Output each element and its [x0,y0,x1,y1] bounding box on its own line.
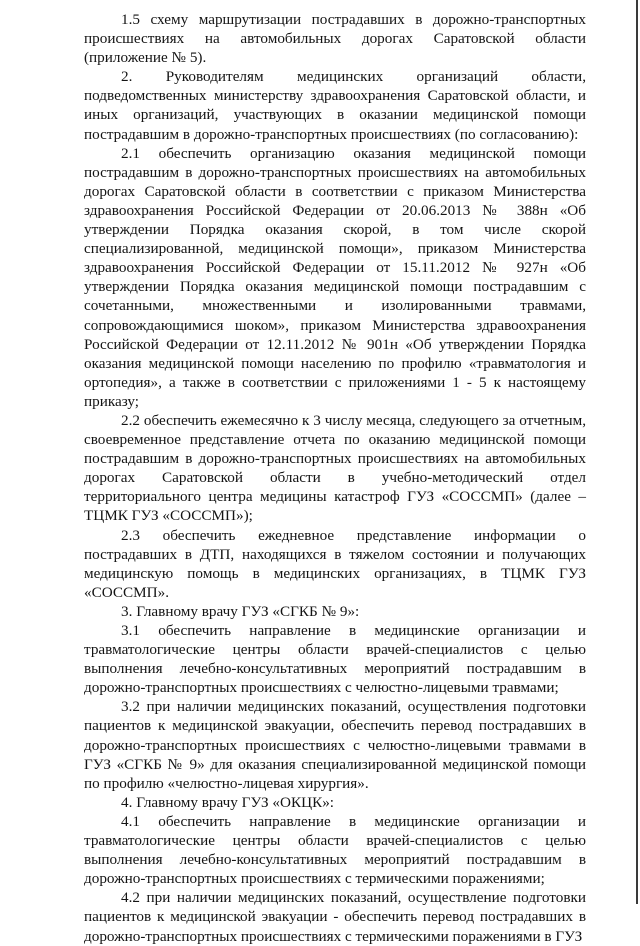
paragraph-4-2-transfer-patients: 4.2 при наличии медицинских показаний, осуществление подготовки пациентов к медицинской эвакуации - обеспечить перевод пострадавших в дорожно-транспортных происшествиях с термическими поражениями в ГУЗ [84,889,586,945]
page-edge-line [636,0,638,904]
paragraph-3-chief-physician-sgkb9: 3. Главному врачу ГУЗ «СГКБ № 9»: [121,602,360,620]
paragraph-4-1-send-specialists: 4.1 обеспечить направление в медицинские организации и травматологические центры области врачей-специалистов с целью выполнения лечебно-консультативных мероприятий пострадавшим в дорожно-транспортных происшествиях с термическими поражениями; [84,812,586,888]
paragraph-2-heads-of-organizations: 2. Руководителям медицинских организаций области, подведомственных министерству здравоохранения Саратовской области, и иных организаций, участвующих в оказании медицинской помощи пострадавшим в дорожно-транспортных происшествиях (по согласованию): [84,68,586,143]
paragraph-1-5-routing-scheme: 1.5 схему маршрутизации пострадавших в дорожно-транспортных происшествиях на автомобильных дорогах Саратовской области (приложение № 5). [84,11,586,67]
paragraph-2-1-organize-care: 2.1 обеспечить организацию оказания медицинской помощи пострадавшим в дорожно-транспортных происшествиях на автомобильных дорогах Саратовской области в соответствии с приказом Министерства здравоохранения Российской Федерации от 20.06.2013 № 388н «Об утверждении Порядка оказания скорой, в том числе скорой специализированной, медицинской помощи», приказом Министерства здравоохранения Российской Федерации от 15.11.2012 № 927н «Об утверждении Порядка оказания медицинской помощи пострадавшим с сочетанными, множественными и изолированными травмами, сопровождающимися шоком», приказом Министерства здравоохранения Российской Федерации от 12.11.2012 № 901н «Об утверждении Порядка оказания медицинской помощи населению по профилю «травматология и ортопедия», а также в соответствии с приложениями 1 - 5 к настоящему приказу; [84,144,586,410]
paragraph-2-3-daily-information: 2.3 обеспечить ежедневное представление информации о пострадавших в ДТП, находящихся в тяжелом состоянии и получающих медицинскую помощь в медицинских организациях, в ТЦМК ГУЗ «СОССМП». [84,526,586,601]
paragraph-3-2-transfer-patients: 3.2 при наличии медицинских показаний, осуществления подготовки пациентов к медицинской эвакуации, обеспечить перевод пострадавших в дорожно-транспортных происшествиях с челюстно-лицевыми травмами в ГУЗ «СГКБ № 9» для оказания специализированной медицинской помощи по профилю «челюстно-лицевая хирургия». [84,698,586,792]
document-page [84,10,586,946]
paragraph-4-chief-physician-okck: 4. Главному врачу ГУЗ «ОКЦК»: [121,793,335,811]
paragraph-2-2-monthly-report: 2.2 обеспечить ежемесячно к 3 числу месяца, следующего за отчетным, своевременное представление отчета по оказанию медицинской помощи пострадавшим в дорожно-транспортных происшествиях на автомобильных дорогах Саратовской области в учебно-методический отдел территориального центра медицины катастроф ГУЗ «СОССМП» (далее – ТЦМК ГУЗ «СОССМП»); [84,411,586,525]
paragraph-3-1-send-specialists: 3.1 обеспечить направление в медицинские организации и травматологические центры области врачей-специалистов с целью выполнения лечебно-консультативных мероприятий пострадавшим в дорожно-транспортных происшествиях с челюстно-лицевыми травмами; [84,622,586,697]
